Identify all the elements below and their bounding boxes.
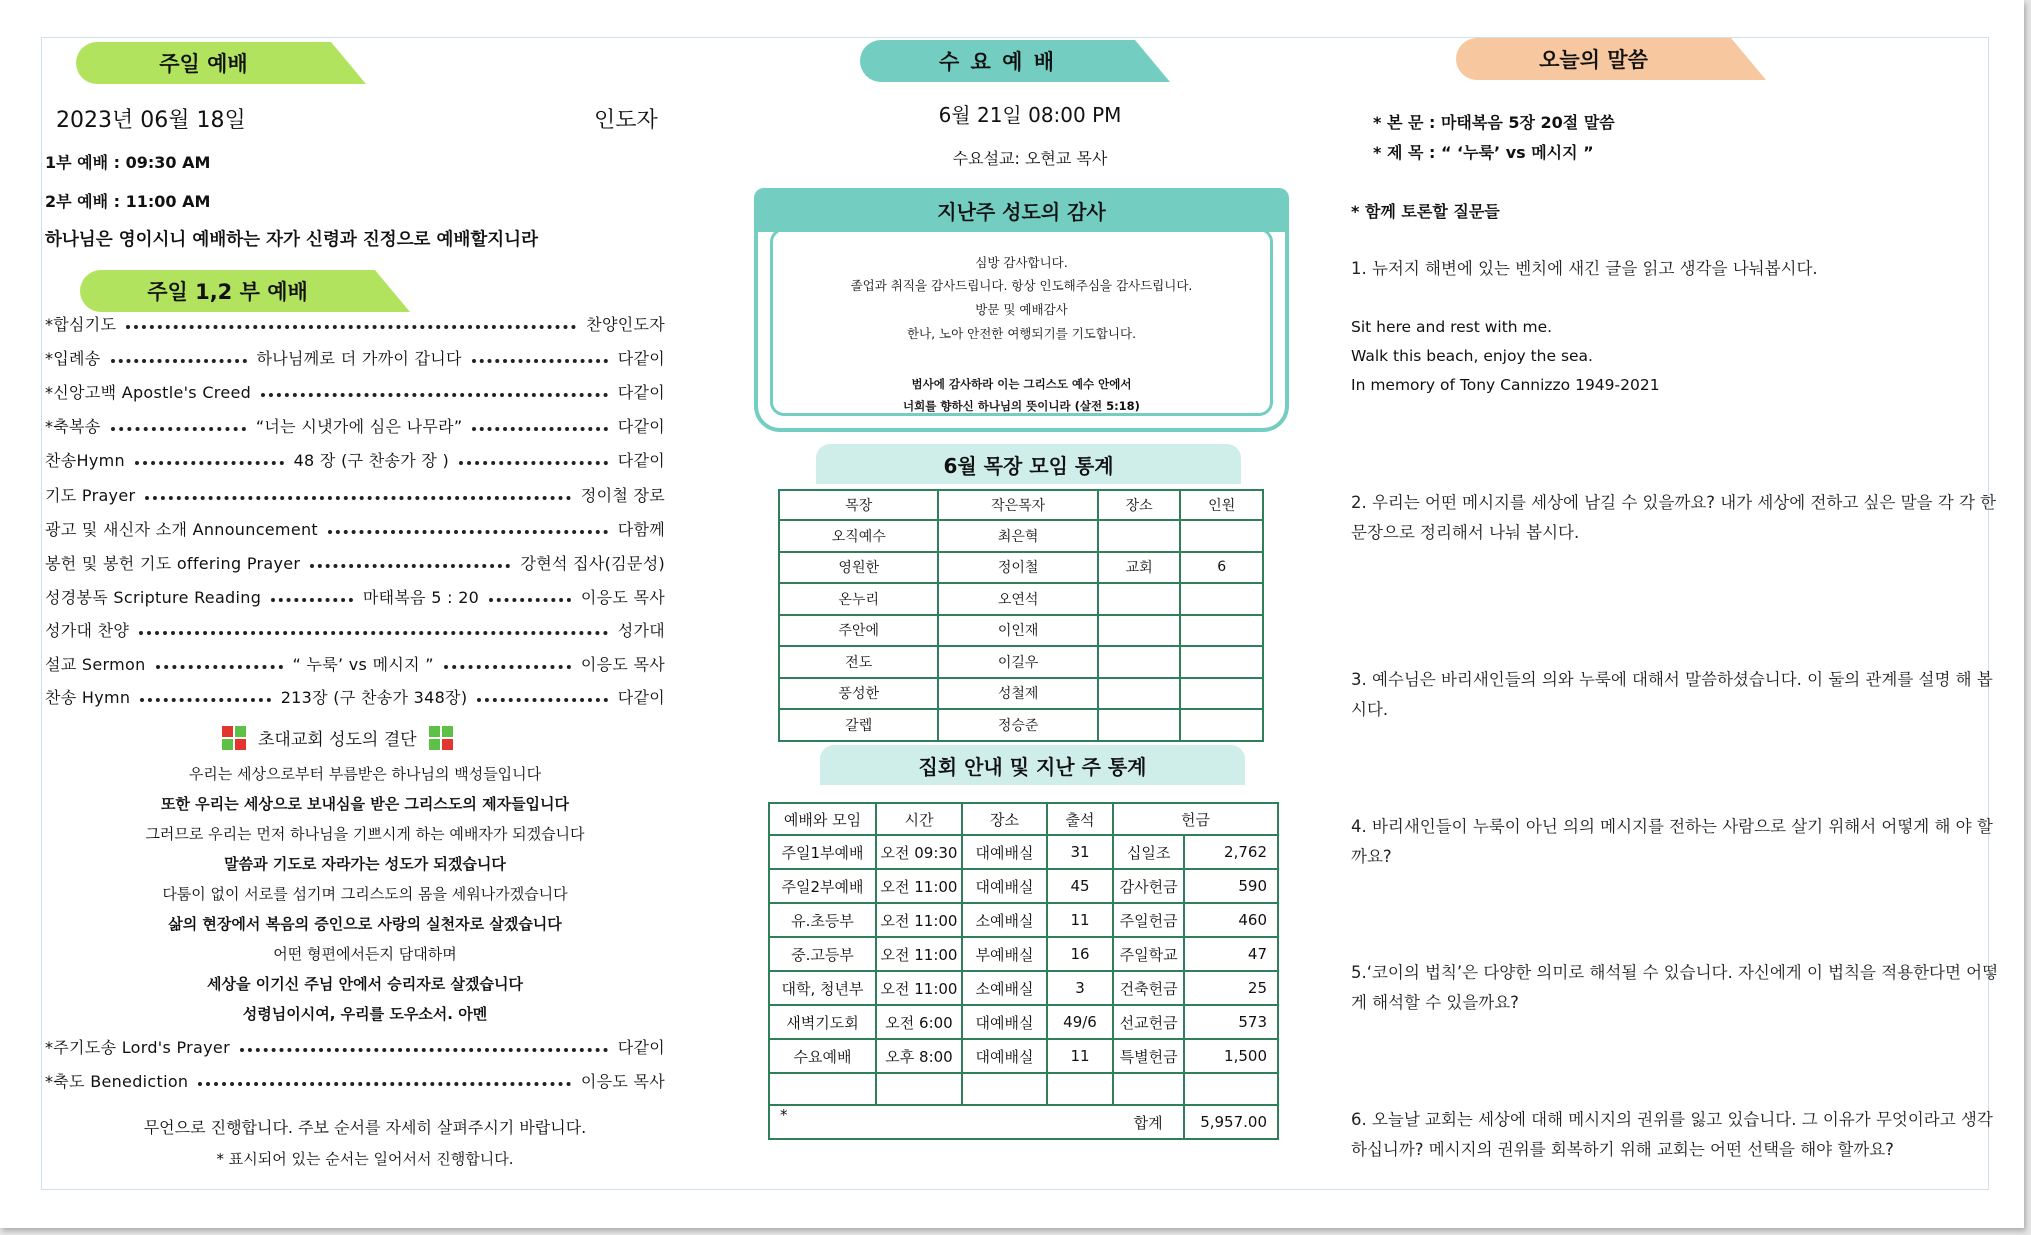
- order-item: [45, 344, 665, 370]
- word-banner-text: 오늘의 말씀: [1539, 48, 1648, 72]
- leader-dots: [328, 530, 608, 534]
- table-cell: 11: [1047, 1039, 1113, 1073]
- table-row: [779, 520, 1263, 552]
- table-cell: 460: [1184, 903, 1278, 937]
- wednesday-preacher: 수요설교: 오현교 목사: [952, 149, 1108, 168]
- table-cell: 590: [1184, 869, 1278, 903]
- leader-dots: [156, 665, 283, 669]
- closing-item: [45, 1033, 665, 1059]
- order-item: [45, 583, 665, 609]
- question-4: 4. 바리새인들이 누룩이 아닌 의의 메시지를 전하는 사람으로 살기 위해서 어떻게 해 야 할까요?: [1351, 817, 1993, 866]
- passage: [1373, 110, 1615, 133]
- table-row: [779, 583, 1263, 615]
- stats-header: 예배와 모임: [769, 803, 876, 835]
- table-cell: 31: [1047, 835, 1113, 869]
- stats-title: 집회 안내 및 지난 주 통계: [820, 745, 1245, 785]
- thanks-title: 지난주 성도의 감사: [754, 188, 1289, 232]
- table-cell: 온누리: [779, 583, 938, 615]
- stats-header: 시간: [876, 803, 962, 835]
- order-item-leader: 정이철 장로: [580, 485, 665, 505]
- thanks-inner-box: [770, 228, 1273, 416]
- table-cell: 이길우: [938, 646, 1097, 678]
- cell-table: [778, 489, 1264, 742]
- leader-dots: [140, 698, 270, 702]
- table-cell: [1098, 615, 1181, 647]
- table-cell: [1180, 709, 1263, 741]
- order-item-leader: 찬양인도자: [586, 314, 665, 334]
- order-item-leader: 이응도 목사: [580, 654, 666, 674]
- service1-time: [45, 150, 210, 173]
- table-row: [779, 615, 1263, 647]
- question-3: 3. 예수님은 바리새인들의 의와 누룩에 대해서 말씀하셨습니다. 이 둘의 관계를 설명 해 봅시다.: [1351, 670, 1993, 719]
- order-item: [45, 549, 665, 575]
- flower-icon: [429, 726, 453, 750]
- stats-table-header: [769, 803, 1278, 835]
- table-row: [769, 1073, 1278, 1105]
- word-banner: [1456, 38, 1731, 80]
- table-cell: 이인재: [938, 615, 1097, 647]
- stats-total-label: 합계: [1113, 1105, 1184, 1139]
- table-cell: 오전 11:00: [876, 903, 962, 937]
- table-cell: [1098, 583, 1181, 615]
- leader-dots: [444, 665, 571, 669]
- order-item-leader: 다함께: [617, 519, 665, 539]
- table-row: [779, 709, 1263, 741]
- table-cell: 중.고등부: [769, 937, 876, 971]
- table-cell: 오전 11:00: [876, 937, 962, 971]
- table-cell: [1113, 1073, 1184, 1105]
- stats-header: 헌금: [1113, 803, 1278, 835]
- table-cell: 오전 09:30: [876, 835, 962, 869]
- order-item-leader: 다같이: [617, 416, 666, 436]
- question-2: 2. 우리는 어떤 메시지를 세상에 남길 수 있을까요? 내가 세상에 전하고 싶은 말을 각 각 한 문장으로 정리해서 나눠 봅시다.: [1351, 493, 1997, 542]
- table-cell: 2,762: [1184, 835, 1278, 869]
- leader-dots: [472, 359, 608, 363]
- order-item-name: *신앙고백 Apostle's Creed: [45, 382, 252, 402]
- table-cell: 새벽기도회: [769, 1005, 876, 1039]
- service1-time-value: : 09:30 AM: [108, 153, 211, 172]
- creed-line: 우리는 세상으로부터 부름받은 하나님의 백성들입니다: [188, 765, 542, 783]
- cell-table-header: [779, 490, 1263, 520]
- creed-line: 성령님이시여, 우리를 도우소서. 아멘: [242, 1005, 488, 1023]
- thanks-verse: 너희를 향하신 하나님의 뜻이니라 (살전 5:18): [903, 399, 1140, 413]
- table-cell: 대학, 청년부: [769, 971, 876, 1005]
- order-item-name: 기도 Prayer: [45, 485, 136, 505]
- table-cell: 풍성한: [779, 678, 938, 710]
- table-cell: 선교헌금: [1113, 1005, 1184, 1039]
- table-row: [769, 1039, 1278, 1073]
- leader-dots: [111, 427, 246, 431]
- table-cell: 주일헌금: [1113, 903, 1184, 937]
- order-item-leader: 다같이: [617, 382, 665, 402]
- thanks-verse: 범사에 감사하라 이는 그리스도 예수 안에서: [911, 377, 1132, 391]
- question-5: 5.‘코이의 법칙’은 다양한 의미로 해석될 수 있습니다. 자신에게 이 법칙을 적용한다면 어떻게 해석할 수 있을까요?: [1351, 963, 1999, 1012]
- table-cell: 수요예배: [769, 1039, 876, 1073]
- order-item-name: 성경봉독 Scripture Reading: [45, 587, 262, 607]
- order-item: [45, 683, 665, 709]
- order-item-leader: 다같이: [617, 1037, 665, 1057]
- note-silent: 무언으로 진행합니다. 주보 순서를 자세히 살펴주시기 바랍니다.: [143, 1118, 587, 1137]
- table-cell: [769, 1073, 876, 1105]
- order-item-detail: 마태복음 5 : 20: [362, 587, 480, 607]
- creed-title: 초대교회 성도의 결단: [258, 730, 417, 750]
- table-cell: 오전 6:00: [876, 1005, 962, 1039]
- passage-text: 마태복음 5장 20절 말씀: [1440, 113, 1615, 132]
- word-banner-tab: [1731, 38, 1766, 80]
- flower-icon: [222, 726, 246, 750]
- table-row: [769, 971, 1278, 1005]
- stats-table: [768, 802, 1279, 1140]
- table-cell: 49/6: [1047, 1005, 1113, 1039]
- order-item-name: *입례송: [45, 348, 101, 368]
- thanks-line: 방문 및 예배감사: [975, 302, 1068, 317]
- bench-line: Walk this beach, enjoy the sea.: [1351, 347, 1593, 365]
- cell-header: 장소: [1098, 490, 1181, 520]
- table-cell: 전도: [779, 646, 938, 678]
- creed-line: 세상을 이기신 주님 안에서 승리자로 살겠습니다: [207, 975, 523, 993]
- order-item-name: *축도 Benediction: [45, 1071, 189, 1091]
- sunday-banner-tab: [331, 42, 366, 84]
- sunday-service-banner: [76, 42, 331, 84]
- cell-header: 작은목자: [938, 490, 1097, 520]
- table-cell: 오전 11:00: [876, 971, 962, 1005]
- table-cell: 대예배실: [962, 869, 1047, 903]
- service2-time-value: : 11:00 AM: [108, 192, 211, 211]
- order-item-leader: 다같이: [617, 348, 665, 368]
- note-stand: * 표시되어 있는 순서는 일어서서 진행합니다.: [216, 1150, 514, 1168]
- table-row: [769, 1005, 1278, 1039]
- table-row: [769, 903, 1278, 937]
- table-cell: 11: [1047, 903, 1113, 937]
- stats-total-row: [769, 1105, 1278, 1139]
- table-cell: 16: [1047, 937, 1113, 971]
- table-cell: [1047, 1073, 1113, 1105]
- table-cell: 대예배실: [962, 1005, 1047, 1039]
- order-item: [45, 515, 665, 541]
- table-cell: 유.초등부: [769, 903, 876, 937]
- leader-dots: [111, 359, 247, 363]
- order-item-leader: 다같이: [617, 687, 666, 707]
- table-cell: 3: [1047, 971, 1113, 1005]
- table-cell: 주일1부예배: [769, 835, 876, 869]
- order-item-name: 찬송 Hymn: [45, 687, 131, 707]
- table-cell: [1098, 678, 1181, 710]
- order-banner: [80, 270, 375, 312]
- table-cell: 십일조: [1113, 835, 1184, 869]
- leader-dots: [135, 461, 284, 465]
- table-cell: 정이철: [938, 552, 1097, 584]
- table-cell: 최은혁: [938, 520, 1097, 552]
- wednesday-banner: [860, 40, 1135, 82]
- creed-line: 다툼이 없이 서로를 섬기며 그리스도의 몸을 세워나가겠습니다: [162, 885, 568, 903]
- question-6: 6. 오늘날 교회는 세상에 대해 메시지의 권위를 잃고 있습니다. 그 이유가 무엇이라고 생각하십니까? 메시지의 권위를 회복하기 위해 교회는 어떤 선택을 해야 할까요?: [1351, 1110, 1993, 1159]
- table-row: [769, 937, 1278, 971]
- thanks-box: [754, 226, 1289, 432]
- order-item-detail: 48 장 (구 찬송가 장 ): [293, 450, 450, 470]
- sermon-title-label: * 제 목 :: [1373, 143, 1441, 162]
- cell-header: 인원: [1180, 490, 1263, 520]
- table-cell: [1098, 646, 1181, 678]
- order-item-name: *합심기도: [45, 314, 117, 334]
- table-cell: 45: [1047, 869, 1113, 903]
- creed-line: 그러므로 우리는 먼저 하나님을 기쁘시게 하는 예배자가 되겠습니다: [145, 825, 585, 843]
- creed-line: 삶의 현장에서 복음의 증인으로 사랑의 실천자로 살겠습니다: [168, 915, 562, 933]
- table-cell: 주일2부예배: [769, 869, 876, 903]
- order-item-name: *축복송: [45, 416, 101, 436]
- table-cell: 소예배실: [962, 903, 1047, 937]
- leader-dots: [261, 393, 608, 397]
- cell-title: 6월 목장 모임 통계: [816, 444, 1241, 484]
- creed-line: 또한 우리는 세상으로 보내심을 받은 그리스도의 제자들입니다: [160, 795, 570, 813]
- order-item-leader: 이응도 목사: [580, 1071, 665, 1091]
- bench-line: In memory of Tony Cannizzo 1949-2021: [1351, 376, 1660, 394]
- table-cell: [1098, 709, 1181, 741]
- stats-total-value: 5,957.00: [1184, 1105, 1278, 1139]
- table-cell: 건축헌금: [1113, 971, 1184, 1005]
- creed-line: 어떤 형편에서든지 담대하며: [273, 945, 457, 963]
- creed-line: 말씀과 기도로 자라가는 성도가 되겠습니다: [224, 855, 506, 873]
- order-item-name: 봉헌 및 봉헌 기도 offering Prayer: [45, 553, 301, 573]
- service2-time: [45, 189, 210, 212]
- table-cell: [1180, 678, 1263, 710]
- table-cell: 573: [1184, 1005, 1278, 1039]
- order-item-leader: 다같이: [617, 450, 665, 470]
- table-cell: 오후 8:00: [876, 1039, 962, 1073]
- sunday-banner-text: 주일 예배: [159, 52, 248, 76]
- order-item-leader: 이응도 목사: [580, 587, 665, 607]
- table-cell: 주일학교: [1113, 937, 1184, 971]
- table-cell: 1,500: [1184, 1039, 1278, 1073]
- table-cell: [1184, 1073, 1278, 1105]
- leader-dots: [477, 698, 607, 702]
- table-cell: 6: [1180, 552, 1263, 584]
- table-cell: 주안에: [779, 615, 938, 647]
- table-row: [779, 646, 1263, 678]
- table-cell: 오연석: [938, 583, 1097, 615]
- passage-label: * 본 문 :: [1373, 113, 1441, 132]
- question-1: 1. 뉴저지 해변에 있는 벤치에 새긴 글을 읽고 생각을 나눠봅시다.: [1351, 259, 1818, 278]
- table-cell: [1180, 646, 1263, 678]
- table-cell: 영원한: [779, 552, 938, 584]
- thanks-line: 졸업과 취직을 감사드립니다. 항상 인도해주심을 감사드립니다.: [850, 278, 1193, 293]
- sunday-date: 2023년 06월 18일: [56, 108, 246, 133]
- table-row: [779, 552, 1263, 584]
- order-item-name: 찬송Hymn: [45, 450, 125, 470]
- table-cell: 47: [1184, 937, 1278, 971]
- bench-line: Sit here and rest with me.: [1351, 318, 1553, 336]
- order-item: [45, 446, 665, 472]
- cell-header: 목장: [779, 490, 938, 520]
- service1-label: 1부 예배: [45, 153, 109, 172]
- closing-item: [45, 1067, 665, 1093]
- order-item-leader: 강현석 집사(김문성): [520, 553, 665, 573]
- leader-dots: [459, 461, 608, 465]
- table-cell: [1180, 520, 1263, 552]
- sermon-title: [1373, 140, 1594, 163]
- table-cell: 대예배실: [962, 1039, 1047, 1073]
- order-banner-tab: [375, 270, 410, 312]
- discussion-heading: * 함께 토론할 질문들: [1351, 202, 1500, 221]
- table-cell: 25: [1184, 971, 1278, 1005]
- table-cell: [1098, 520, 1181, 552]
- leader-dots: [489, 598, 571, 602]
- order-item-detail: “너는 시냇가에 심은 나무라”: [255, 416, 463, 436]
- order-item: [45, 650, 665, 676]
- leader-dots: [198, 1082, 570, 1086]
- thanks-line: 한나, 노아 안전한 여행되기를 기도합니다.: [906, 326, 1137, 341]
- table-row: [779, 678, 1263, 710]
- wednesday-banner-tab: [1135, 40, 1170, 82]
- leader-dots: [126, 325, 576, 329]
- leader-dots: [472, 427, 607, 431]
- leader-dots: [271, 598, 353, 602]
- leader-dots: [145, 496, 570, 500]
- table-cell: 교회: [1098, 552, 1181, 584]
- leader-dots: [139, 631, 608, 635]
- service2-label: 2부 예배: [45, 192, 109, 211]
- leader-dots: [240, 1048, 608, 1052]
- stats-header: 장소: [962, 803, 1047, 835]
- table-cell: [1180, 615, 1263, 647]
- table-cell: 정승준: [938, 709, 1097, 741]
- table-cell: 부예배실: [962, 937, 1047, 971]
- order-item-detail: 하나님께로 더 가까이 갑니다: [256, 348, 462, 368]
- table-cell: 대예배실: [962, 835, 1047, 869]
- table-row: [769, 869, 1278, 903]
- stats-footer-mark: *: [769, 1105, 1113, 1139]
- leader-dots: [310, 564, 510, 568]
- wednesday-banner-text: 수 요 예 배: [938, 50, 1057, 74]
- table-cell: 특별헌금: [1113, 1039, 1184, 1073]
- order-item-name: 광고 및 새신자 소개 Announcement: [45, 519, 318, 539]
- table-cell: [1180, 583, 1263, 615]
- leader-label: 인도자: [594, 108, 658, 133]
- table-cell: [962, 1073, 1047, 1105]
- table-cell: 성철제: [938, 678, 1097, 710]
- table-cell: 갈렙: [779, 709, 938, 741]
- order-item-name: 설교 Sermon: [45, 654, 146, 674]
- order-item: [45, 310, 665, 336]
- order-item-name: 성가대 찬양: [45, 620, 130, 640]
- sermon-title-text: “ ‘누룩’ vs 메시지 ”: [1440, 143, 1594, 162]
- order-item-name: *주기도송 Lord's Prayer: [45, 1037, 230, 1057]
- table-cell: [876, 1073, 962, 1105]
- stats-header: 출석: [1047, 803, 1113, 835]
- table-cell: 감사헌금: [1113, 869, 1184, 903]
- table-cell: 오직예수: [779, 520, 938, 552]
- order-item-detail: “ 누룩’ vs 메시지 ”: [292, 654, 434, 674]
- thanks-line: 심방 감사합니다.: [975, 255, 1068, 270]
- sunday-verse: 하나님은 영이시니 예배하는 자가 신령과 진정으로 예배할지니라: [45, 230, 538, 250]
- table-cell: 소예배실: [962, 971, 1047, 1005]
- wednesday-datetime: 6월 21일 08:00 PM: [938, 103, 1122, 127]
- order-item: [45, 412, 665, 438]
- order-item-detail: 213장 (구 찬송가 348장): [280, 687, 468, 707]
- order-item: [45, 616, 665, 642]
- order-item: [45, 481, 665, 507]
- creed-title-row: [222, 725, 453, 750]
- order-item: [45, 378, 665, 404]
- table-row: [769, 835, 1278, 869]
- order-banner-text: 주일 1,2 부 예배: [147, 280, 308, 304]
- table-cell: 오전 11:00: [876, 869, 962, 903]
- order-item-leader: 성가대: [617, 620, 665, 640]
